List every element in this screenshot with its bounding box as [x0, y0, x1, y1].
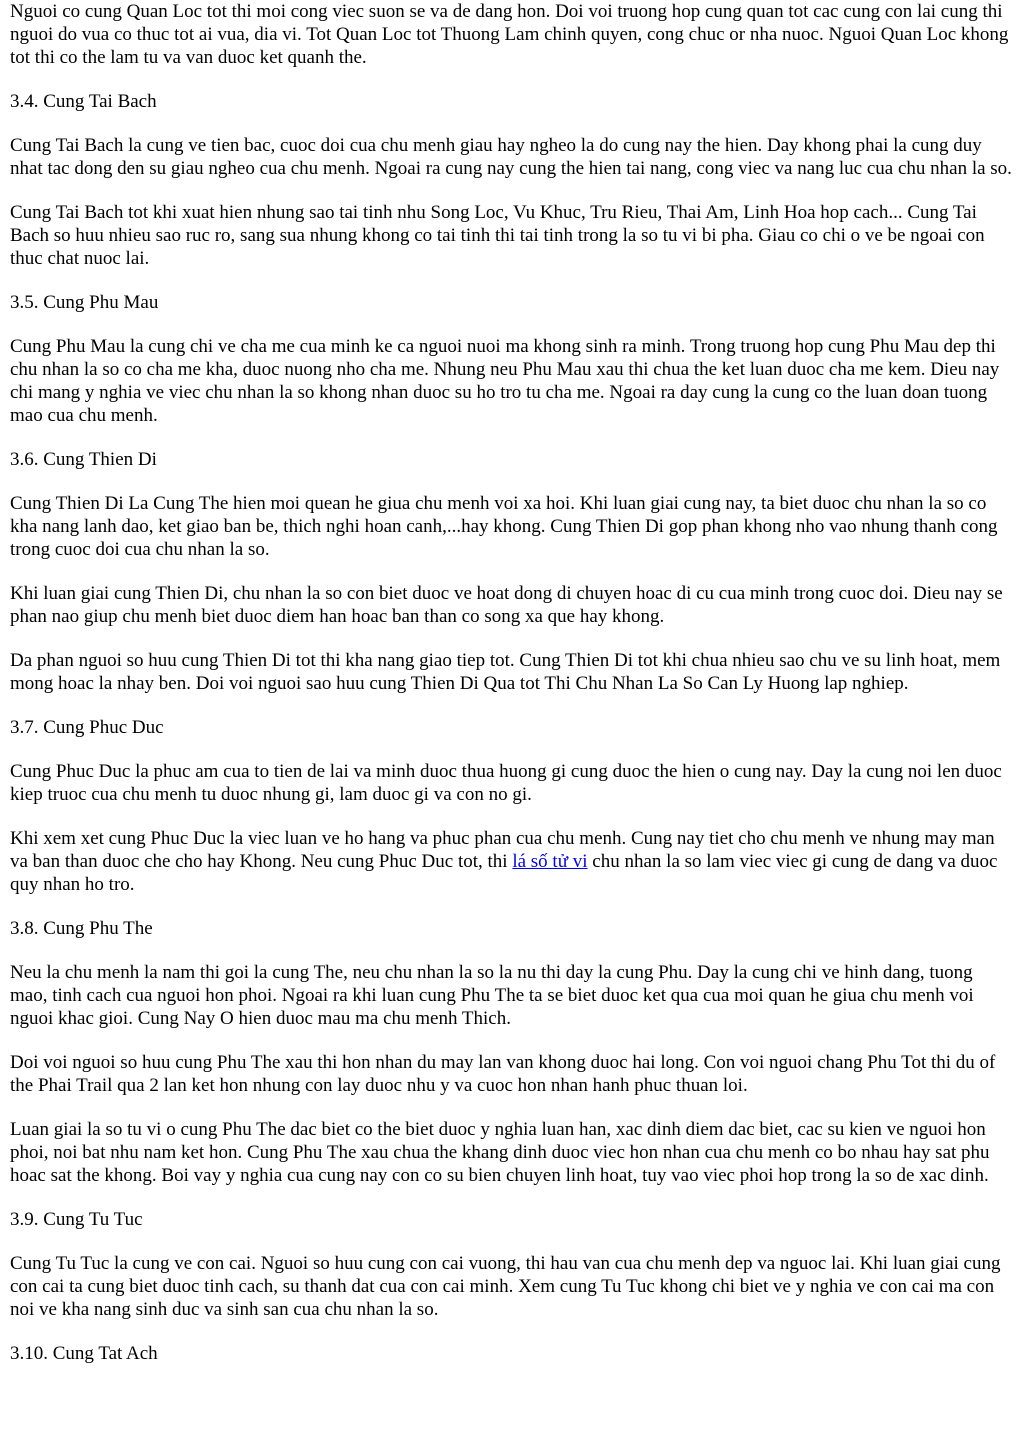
- heading-cung-tai-bach: 3.4. Cung Tai Bach: [10, 91, 157, 112]
- heading-cung-thien-di: 3.6. Cung Thien Di: [10, 449, 157, 470]
- paragraph-tu-tuc: Cung Tu Tuc la cung ve con cai. Nguoi so huu cung con cai vuong, thi hau van cua chu menh dep va nguoc lai. Khi luan giai cung con cai ta cung biet duoc tinh cach, su thanh dat cua con cai minh. Xem cung Tu Tuc khong chi biet ve y nghia ve con cai ma con noi ve kha nang sinh duc va sinh san cua chu nhan la so.: [10, 1253, 1001, 1320]
- paragraph-tai-bach-1: Cung Tai Bach la cung ve tien bac, cuoc doi cua chu menh giau hay ngheo la do cung nay the hien. Day khong phai la cung duy nhat tac dong den su giau ngheo cua chu menh. Ngoai ra cung nay cung the hien tai nang, cong viec va nang luc cua chu nhan la so.: [10, 135, 1012, 179]
- paragraph-phu-the-2: Doi voi nguoi so huu cung Phu The xau thi hon nhan du may lan van khong duoc hai long. Con voi nguoi chang Phu Tot thi du of the Phai Trail qua 2 lan ket hon nhung con lay duoc nhu y va cuoc hon nhan hanh phuc thuan loi.: [10, 1052, 996, 1096]
- heading-cung-tu-tuc: 3.9. Cung Tu Tuc: [10, 1209, 143, 1230]
- paragraph-tai-bach-2: Cung Tai Bach tot khi xuat hien nhung sao tai tinh nhu Song Loc, Vu Khuc, Tru Rieu, Thai Am, Linh Hoa hop cach... Cung Tai Bach so huu nhieu sao ruc ro, sang sua nhung khong co tai tinh thi tai tinh trong la so tu vi bi pha. Giau co chi o ve be ngoai con thuc chat nuoc lai.: [10, 202, 985, 269]
- paragraph-thien-di-1: Cung Thien Di La Cung The hien moi quean he giua chu menh voi xa hoi. Khi luan giai cung nay, ta biet duoc chu nhan la so co kha nang lanh dao, ket giao ban be, thich nghi hoan canh,...hay khong. Cung Thien Di gop phan khong nho vao nhung thanh cong trong cuoc doi cua chu nhan la so.: [10, 493, 998, 560]
- paragraph-phuc-duc-2-after: chu nhan la so lam viec viec gi cung de dang va duoc quy nhan ho tro.: [10, 851, 998, 895]
- paragraph-phu-the-1: Neu la chu menh la nam thi goi la cung The, neu chu nhan la so la nu thi day la cung Phu. Day la cung chi ve hinh dang, tuong mao, tinh cach cua nguoi hon phoi. Ngoai ra khi luan cung Phu The ta se biet duoc ket qua cua moi quan he giua chu menh voi nguoi khac gioi. Cung Nay O hien duoc mau ma chu menh Thich.: [10, 962, 974, 1029]
- paragraph-phuc-duc-2-before: Khi xem xet cung Phuc Duc la viec luan ve ho hang va phuc phan cua chu menh. Cung nay tiet cho chu menh ve nhung may man va ban than duoc che cho hay Khong. Neu cung Phuc Duc tot, thi: [10, 828, 995, 872]
- heading-cung-tat-ach: 3.10. Cung Tat Ach: [10, 1343, 158, 1364]
- paragraph-thien-di-3: Da phan nguoi so huu cung Thien Di tot thi kha nang giao tiep tot. Cung Thien Di tot khi chua nhieu sao chu ve su linh hoat, mem mong hoac la nhay ben. Doi voi nguoi sao huu cung Thien Di Qua tot Thi Chu Nhan La So Can Ly Huong lap nghiep.: [10, 650, 1001, 694]
- paragraph-quan-loc: Nguoi co cung Quan Loc tot thi moi cong viec suon se va de dang hon. Doi voi truong hop cung quan tot cac cung con lai cung thi nguoi do vua co thuc tot ai vua, dia vi. Tot Quan Loc tot Thuong Lam chinh quyen, cong chuc or nha nuoc. Nguoi Quan Loc khong tot thi co the lam tu va van duoc ket quanh the.: [10, 1, 1009, 68]
- heading-cung-phuc-duc: 3.7. Cung Phuc Duc: [10, 717, 164, 738]
- paragraph-phuc-duc-1: Cung Phuc Duc la phuc am cua to tien de lai va minh duoc thua huong gi cung duoc the hien o cung nay. Day la cung noi len duoc kiep truoc cua chu menh tu duoc nhung gi, lam duoc gi va con no gi.: [10, 761, 1002, 805]
- paragraph-phu-the-3: Luan giai la so tu vi o cung Phu The dac biet co the biet duoc y nghia luan han, xac dinh diem dac biet, cac su kien ve nguoi hon phoi, noi bat nhu nam ket hon. Cung Phu The xau chua the khang dinh duoc viec hon nhan cua chu menh co bo nhau hay sat phu hoac sat the khong. Boi vay y nghia cua cung nay con co su bien chuyen linh hoat, tuy vao viec phoi hop trong la so de xac dinh.: [10, 1119, 990, 1186]
- heading-cung-phu-mau: 3.5. Cung Phu Mau: [10, 292, 159, 313]
- paragraph-thien-di-2: Khi luan giai cung Thien Di, chu nhan la so con biet duoc ve hoat dong di chuyen hoac di cu cua minh trong cuoc doi. Dieu nay se phan nao giup chu menh biet duoc diem han hoac ban than co song xa que hay khong.: [10, 583, 1003, 627]
- heading-cung-phu-the: 3.8. Cung Phu The: [10, 918, 153, 939]
- la-so-tu-vi-link[interactable]: lá số tử vi: [512, 851, 588, 872]
- paragraph-phu-mau: Cung Phu Mau la cung chi ve cha me cua minh ke ca nguoi nuoi ma khong sinh ra minh. Trong truong hop cung Phu Mau dep thi chu nhan la so co cha me kha, duoc nuong nho cha me. Nhung neu Phu Mau xau thi chua the ket luan duoc cha me kem. Dieu nay chi mang y nghia ve viec chu nhan la so khong nhan duoc su ho tro tu cha me. Ngoai ra day cung la cung co the luan doan tuong mao cua chu menh.: [10, 336, 1000, 426]
- paragraph-phuc-duc-2: [10, 827, 1014, 896]
